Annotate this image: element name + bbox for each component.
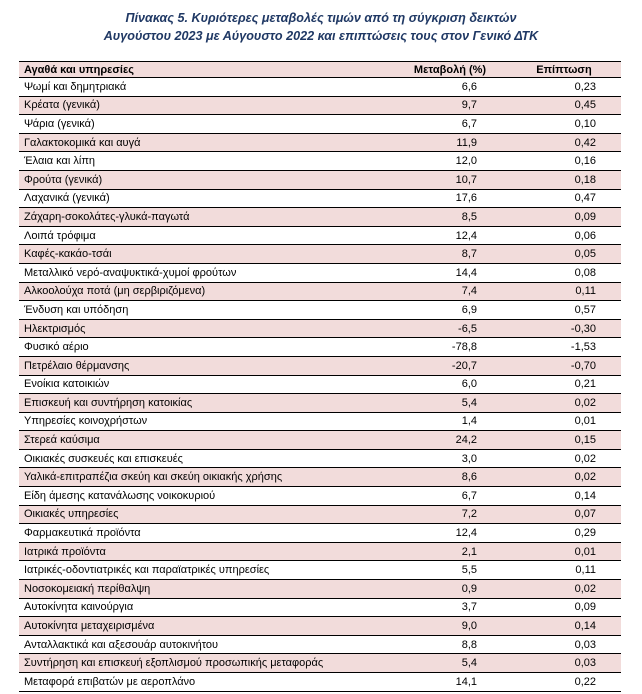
caption-line-1: Πίνακας 5. Κυριότερες μεταβολές τιμών από τη σύγκριση δεικτών	[125, 11, 517, 25]
table-row	[19, 226, 621, 245]
table-row	[19, 449, 621, 468]
row-impact-value: 0,11	[507, 561, 621, 580]
row-item-name: Πετρέλαιο θέρμανσης	[19, 356, 393, 375]
row-impact-value: 0,18	[507, 170, 621, 189]
table-row	[19, 78, 621, 97]
row-impact-value: 0,10	[507, 115, 621, 134]
table-row	[19, 542, 621, 561]
row-change-value: -78,8	[393, 338, 507, 357]
table-row	[19, 635, 621, 654]
row-item-name: Αυτοκίνητα μεταχειρισμένα	[19, 617, 393, 636]
table-row	[19, 468, 621, 487]
row-item-name: Μεταλλικό νερό-αναψυκτικά-χυμοί φρούτων	[19, 263, 393, 282]
table-row	[19, 170, 621, 189]
table-row	[19, 245, 621, 264]
header-change-percent: Μεταβολή (%)	[393, 62, 507, 78]
row-change-value: 1,4	[393, 412, 507, 431]
row-item-name: Λαχανικά (γενικά)	[19, 189, 393, 208]
table-row	[19, 617, 621, 636]
row-impact-value: -1,53	[507, 338, 621, 357]
table-row	[19, 189, 621, 208]
row-impact-value: 0,47	[507, 189, 621, 208]
row-impact-value: 0,02	[507, 449, 621, 468]
row-change-value: 24,2	[393, 431, 507, 450]
table-row	[19, 96, 621, 115]
row-item-name: Έλαια και λίπη	[19, 152, 393, 171]
row-change-value: 11,9	[393, 133, 507, 152]
row-item-name: Οικιακές συσκευές και επισκευές	[19, 449, 393, 468]
table-row	[19, 673, 621, 692]
row-change-value: -20,7	[393, 356, 507, 375]
row-change-value: 5,5	[393, 561, 507, 580]
row-impact-value: 0,09	[507, 598, 621, 617]
row-impact-value: 0,22	[507, 673, 621, 692]
row-item-name: Ζάχαρη-σοκολάτες-γλυκά-παγωτά	[19, 208, 393, 227]
row-impact-value: 0,02	[507, 394, 621, 413]
row-impact-value: 0,07	[507, 505, 621, 524]
table-row	[19, 598, 621, 617]
row-change-value: 8,5	[393, 208, 507, 227]
row-change-value: 12,4	[393, 226, 507, 245]
table-caption	[0, 0, 642, 41]
table-row	[19, 301, 621, 320]
row-impact-value: 0,06	[507, 226, 621, 245]
row-change-value: 3,7	[393, 598, 507, 617]
table-row	[19, 319, 621, 338]
row-change-value: 6,6	[393, 78, 507, 97]
row-impact-value: 0,42	[507, 133, 621, 152]
row-impact-value: 0,14	[507, 617, 621, 636]
row-change-value: 0,9	[393, 580, 507, 599]
row-change-value: 8,7	[393, 245, 507, 264]
row-change-value: 9,7	[393, 96, 507, 115]
header-impact: Επίπτωση	[507, 62, 621, 78]
row-item-name: Λοιπά τρόφιμα	[19, 226, 393, 245]
table-row	[19, 487, 621, 506]
row-item-name: Κρέατα (γενικά)	[19, 96, 393, 115]
table-row	[19, 282, 621, 301]
row-item-name: Φρούτα (γενικά)	[19, 170, 393, 189]
row-item-name: Είδη άμεσης κατανάλωσης νοικοκυριού	[19, 487, 393, 506]
row-impact-value: 0,01	[507, 542, 621, 561]
table-row	[19, 524, 621, 543]
table-row	[19, 412, 621, 431]
table-row	[19, 561, 621, 580]
row-impact-value: 0,05	[507, 245, 621, 264]
row-item-name: Συντήρηση και επισκευή εξοπλισμού προσωπικής μεταφοράς	[19, 654, 393, 673]
table-row	[19, 263, 621, 282]
row-item-name: Οικιακές υπηρεσίες	[19, 505, 393, 524]
row-change-value: 7,2	[393, 505, 507, 524]
table-row	[19, 505, 621, 524]
row-impact-value: 0,02	[507, 468, 621, 487]
table-row	[19, 654, 621, 673]
row-impact-value: -0,70	[507, 356, 621, 375]
row-item-name: Μεταφορά επιβατών με αεροπλάνο	[19, 673, 393, 692]
row-item-name: Ψωμί και δημητριακά	[19, 78, 393, 97]
row-change-value: 10,7	[393, 170, 507, 189]
table-row	[19, 115, 621, 134]
row-change-value: 14,1	[393, 673, 507, 692]
table-row	[19, 152, 621, 171]
row-impact-value: 0,16	[507, 152, 621, 171]
row-item-name: Γαλακτοκομικά και αυγά	[19, 133, 393, 152]
row-item-name: Ηλεκτρισμός	[19, 319, 393, 338]
row-item-name: Ένδυση και υπόδηση	[19, 301, 393, 320]
row-change-value: 3,0	[393, 449, 507, 468]
row-impact-value: -0,30	[507, 319, 621, 338]
row-item-name: Αυτοκίνητα καινούργια	[19, 598, 393, 617]
row-change-value: 6,0	[393, 375, 507, 394]
row-item-name: Ψάρια (γενικά)	[19, 115, 393, 134]
row-change-value: 6,7	[393, 487, 507, 506]
table-header-row	[19, 62, 621, 78]
row-impact-value: 0,03	[507, 635, 621, 654]
row-change-value: 8,8	[393, 635, 507, 654]
row-item-name: Φαρμακευτικά προϊόντα	[19, 524, 393, 543]
row-item-name: Καφές-κακάο-τσάι	[19, 245, 393, 264]
row-impact-value: 0,03	[507, 654, 621, 673]
row-item-name: Ιατρικές-οδοντιατρικές και παραϊατρικές υπηρεσίες	[19, 561, 393, 580]
row-item-name: Επισκευή και συντήρηση κατοικίας	[19, 394, 393, 413]
row-impact-value: 0,15	[507, 431, 621, 450]
row-item-name: Ιατρικά προϊόντα	[19, 542, 393, 561]
table-row	[19, 375, 621, 394]
row-item-name: Ανταλλακτικά και αξεσουάρ αυτοκινήτου	[19, 635, 393, 654]
row-change-value: 2,1	[393, 542, 507, 561]
table-row	[19, 133, 621, 152]
row-impact-value: 0,23	[507, 78, 621, 97]
table-row	[19, 208, 621, 227]
row-change-value: 9,0	[393, 617, 507, 636]
table-row	[19, 338, 621, 357]
row-impact-value: 0,02	[507, 580, 621, 599]
row-item-name: Υαλικά-επιτραπέζια σκεύη και σκεύη οικιακής χρήσης	[19, 468, 393, 487]
table-row	[19, 431, 621, 450]
row-item-name: Ενοίκια κατοικιών	[19, 375, 393, 394]
row-change-value: 5,4	[393, 654, 507, 673]
row-item-name: Υπηρεσίες κοινοχρήστων	[19, 412, 393, 431]
row-item-name: Στερεά καύσιμα	[19, 431, 393, 450]
header-goods-services: Αγαθά και υπηρεσίες	[19, 62, 393, 78]
caption-line-2: Αυγούστου 2023 με Αύγουστο 2022 και επιπτώσεις τους στον Γενικό ΔΤΚ	[103, 29, 539, 43]
row-impact-value: 0,09	[507, 208, 621, 227]
row-impact-value: 0,14	[507, 487, 621, 506]
table-row	[19, 356, 621, 375]
row-item-name: Αλκοολούχα ποτά (μη σερβιριζόμενα)	[19, 282, 393, 301]
row-impact-value: 0,08	[507, 263, 621, 282]
row-change-value: 12,4	[393, 524, 507, 543]
row-change-value: 14,4	[393, 263, 507, 282]
table-row	[19, 580, 621, 599]
row-impact-value: 0,21	[507, 375, 621, 394]
price-changes-table	[19, 61, 621, 692]
table-row	[19, 394, 621, 413]
row-impact-value: 0,01	[507, 412, 621, 431]
row-change-value: 17,6	[393, 189, 507, 208]
row-change-value: -6,5	[393, 319, 507, 338]
row-impact-value: 0,57	[507, 301, 621, 320]
row-change-value: 8,6	[393, 468, 507, 487]
row-item-name: Νοσοκομειακή περίθαλψη	[19, 580, 393, 599]
row-impact-value: 0,45	[507, 96, 621, 115]
row-impact-value: 0,29	[507, 524, 621, 543]
row-change-value: 5,4	[393, 394, 507, 413]
row-item-name: Φυσικό αέριο	[19, 338, 393, 357]
row-change-value: 6,7	[393, 115, 507, 134]
row-change-value: 12,0	[393, 152, 507, 171]
row-change-value: 7,4	[393, 282, 507, 301]
row-change-value: 6,9	[393, 301, 507, 320]
row-impact-value: 0,11	[507, 282, 621, 301]
